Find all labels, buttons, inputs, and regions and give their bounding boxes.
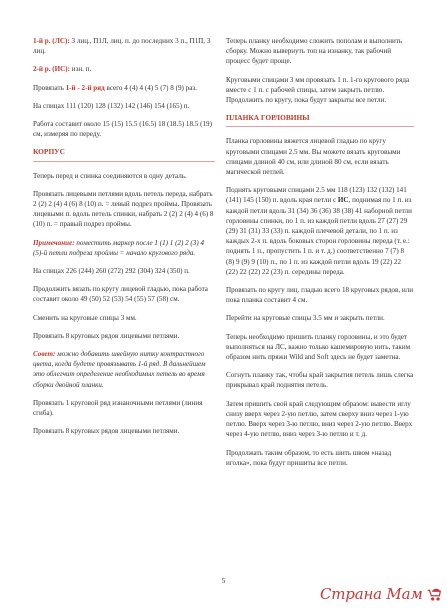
stitch-count: На спицах 111 (120) 128 (132) 142 (146) 154 (165) п.: [33, 101, 190, 110]
body-intro: Теперь перед и спинка соединяются в одну деталь.: [33, 171, 187, 180]
final-knit-rounds: Провязать 8 круговых рядов лицевыми петлями.: [33, 427, 180, 436]
page-number: 5: [221, 576, 226, 585]
work-length: Работа составит около 15 (15) 15.5 (16.5) 18 (18.5) 18.5 (19) см, измеряя по переду.: [33, 120, 212, 139]
knit-rounds: Провязать 8 круговых рядов лицевыми петлями.: [33, 331, 180, 340]
body-length-instruction: Продолжить вязать по кругу лицевой гладью, пока работа составит около 49 (50) 52 (53) 54 (55) 57 (58) см.: [33, 285, 208, 304]
section-heading-body: КОРПУС: [33, 147, 65, 157]
repeat-instruction: Провязать 1-й - 2-й ряд всего 4 (4) 4 (4) 5 (7) 8 (9) раз.: [33, 83, 197, 92]
neckband-bind-off: Перейти на круговые спицы 3.5 мм и закрыть петли.: [226, 314, 385, 323]
sewing-method-instruction: Затем пришить свой край следующим образом: вывести иглу снизу вверх через 2-ую петлю, затем сверху вниз через 1-ую петлю. Вверх через 3-ю петлю, вниз через 2-ую петлю. Вверх через 4-ую петлю, вниз через 3-ю петлю и т. д.: [226, 399, 413, 439]
watermark-text: Страна Мам: [320, 585, 423, 603]
left-column: [33, 36, 215, 444]
section-divider: [226, 126, 414, 127]
bind-off-instruction: Круговыми спицами 3 мм провязать 1 п. 1-го кругового ряда вместе с 1 п. с рабочей спицы, затем закрыть петлю. Продолжить по кругу, пока будут закрыты все петли.: [226, 75, 410, 105]
body-join-instruction: Провязать лицевыми петлями вдоль петель переда, набрать 2 (2) 2 (4) 4 (6) 8 (10) п. = левый подрез проймы. Провязать лицевыми п. вдоль петель спинки, набрать 2 (2) 2 (4) 4 (6) 8 (10) п. = правый подрез проймы.: [33, 189, 214, 229]
backstitch-instruction: Продолжать таким образом, то есть шить швом «назад иголка», пока будут пришиты все петли.: [226, 448, 392, 467]
note-paragraph: Примечание: поместить маркер после 1 (1) 1 (2) 2 (3) 4 (5)-й петли подреза проймы = начало кругового ряда.: [33, 238, 205, 257]
needle-change: Сменить на круговые спицы 3 мм.: [33, 313, 137, 322]
pram-icon: [425, 585, 443, 603]
section-heading-neckband: ПЛАНКА ГОРЛОВИНЫ: [226, 113, 310, 123]
fold-hem-instruction: Теперь планку необходимо сложить пополам и выполнить сборку. Можно вывернуть топ на изнанку, так рабочий процесс будет проще.: [226, 37, 403, 66]
sew-neckband-instruction: Теперь необходимо пришить планку горловины, и это будет выполняться на ЛС, важно только кашемировую нить, таким образом нить пряжи Wild and Soft здесь не будет заметна.: [226, 332, 411, 362]
row-1-instruction: 1-й р. (ЛС): 3 лиц., П1Л, лиц. п. до последних 3 п., П1П, 3 лиц.: [33, 37, 211, 56]
body-stitch-count: На спицах 226 (244) 260 (272) 292 (304) 324 (350) п.: [33, 267, 190, 276]
tip-paragraph: Совет: можно добавить швейную нитку контрастного цвета, когда будете провязывать 1-й ряд. В дальнейшем это облегчит определение необходимых петель во время сборки двойной планки.: [33, 350, 206, 389]
neckband-rounds: Провязать по кругу лиц. гладью всего 18 круговых рядов, или пока планка составит 4 см.: [226, 286, 414, 305]
fold-neckband-instruction: Согнуть планку так, чтобы край закрытия петель лишь слегка прикрывал край поднятия петель.: [226, 371, 414, 390]
neckband-intro: Планка горловины вяжется лицевой гладью по кругу круговыми спицами 2.5 мм. Вы можете вязать круговыми спицами длиной 40 см, или длиной 80 см, если вязать магической петлей.: [226, 137, 401, 177]
right-column: [226, 36, 414, 476]
section-divider: [33, 161, 215, 162]
pickup-instruction: Поднять круговыми спицами 2.5 мм 118 (123) 132 (132) 141 (141) 145 (150) п. вдоль края петли с ИС, поднимая по 1 п. из каждой петли вдоль 31 (34) 36 (36) 38 (38) 41 наборной петли горловины спинки, по 1 п. из каждой петли вдоль 27 (27) 29 (29) 31 (31) 33 (33) п. каждой плечевой детали, по 1 п. из каждых 2-х п. вдоль боковых сторон горловины переда (т. е.: поднять 1 п., пропустить 1 п. и т. д.) соответственно 7 (7) 8 (8) 9 (9) 9 (10) п., по 1 п. из каждой петли вдоль 19 (22) 22 (22) 22 (22) 22 (23) п. середины переда.: [226, 186, 412, 276]
watermark-logo: [320, 585, 443, 603]
row-2-instruction: 2-й р. (ИС): изн. п.: [33, 65, 92, 74]
fold-line-instruction: Провязать 1 круговой ряд изнаночными петлями (линия сгиба).: [33, 398, 203, 418]
